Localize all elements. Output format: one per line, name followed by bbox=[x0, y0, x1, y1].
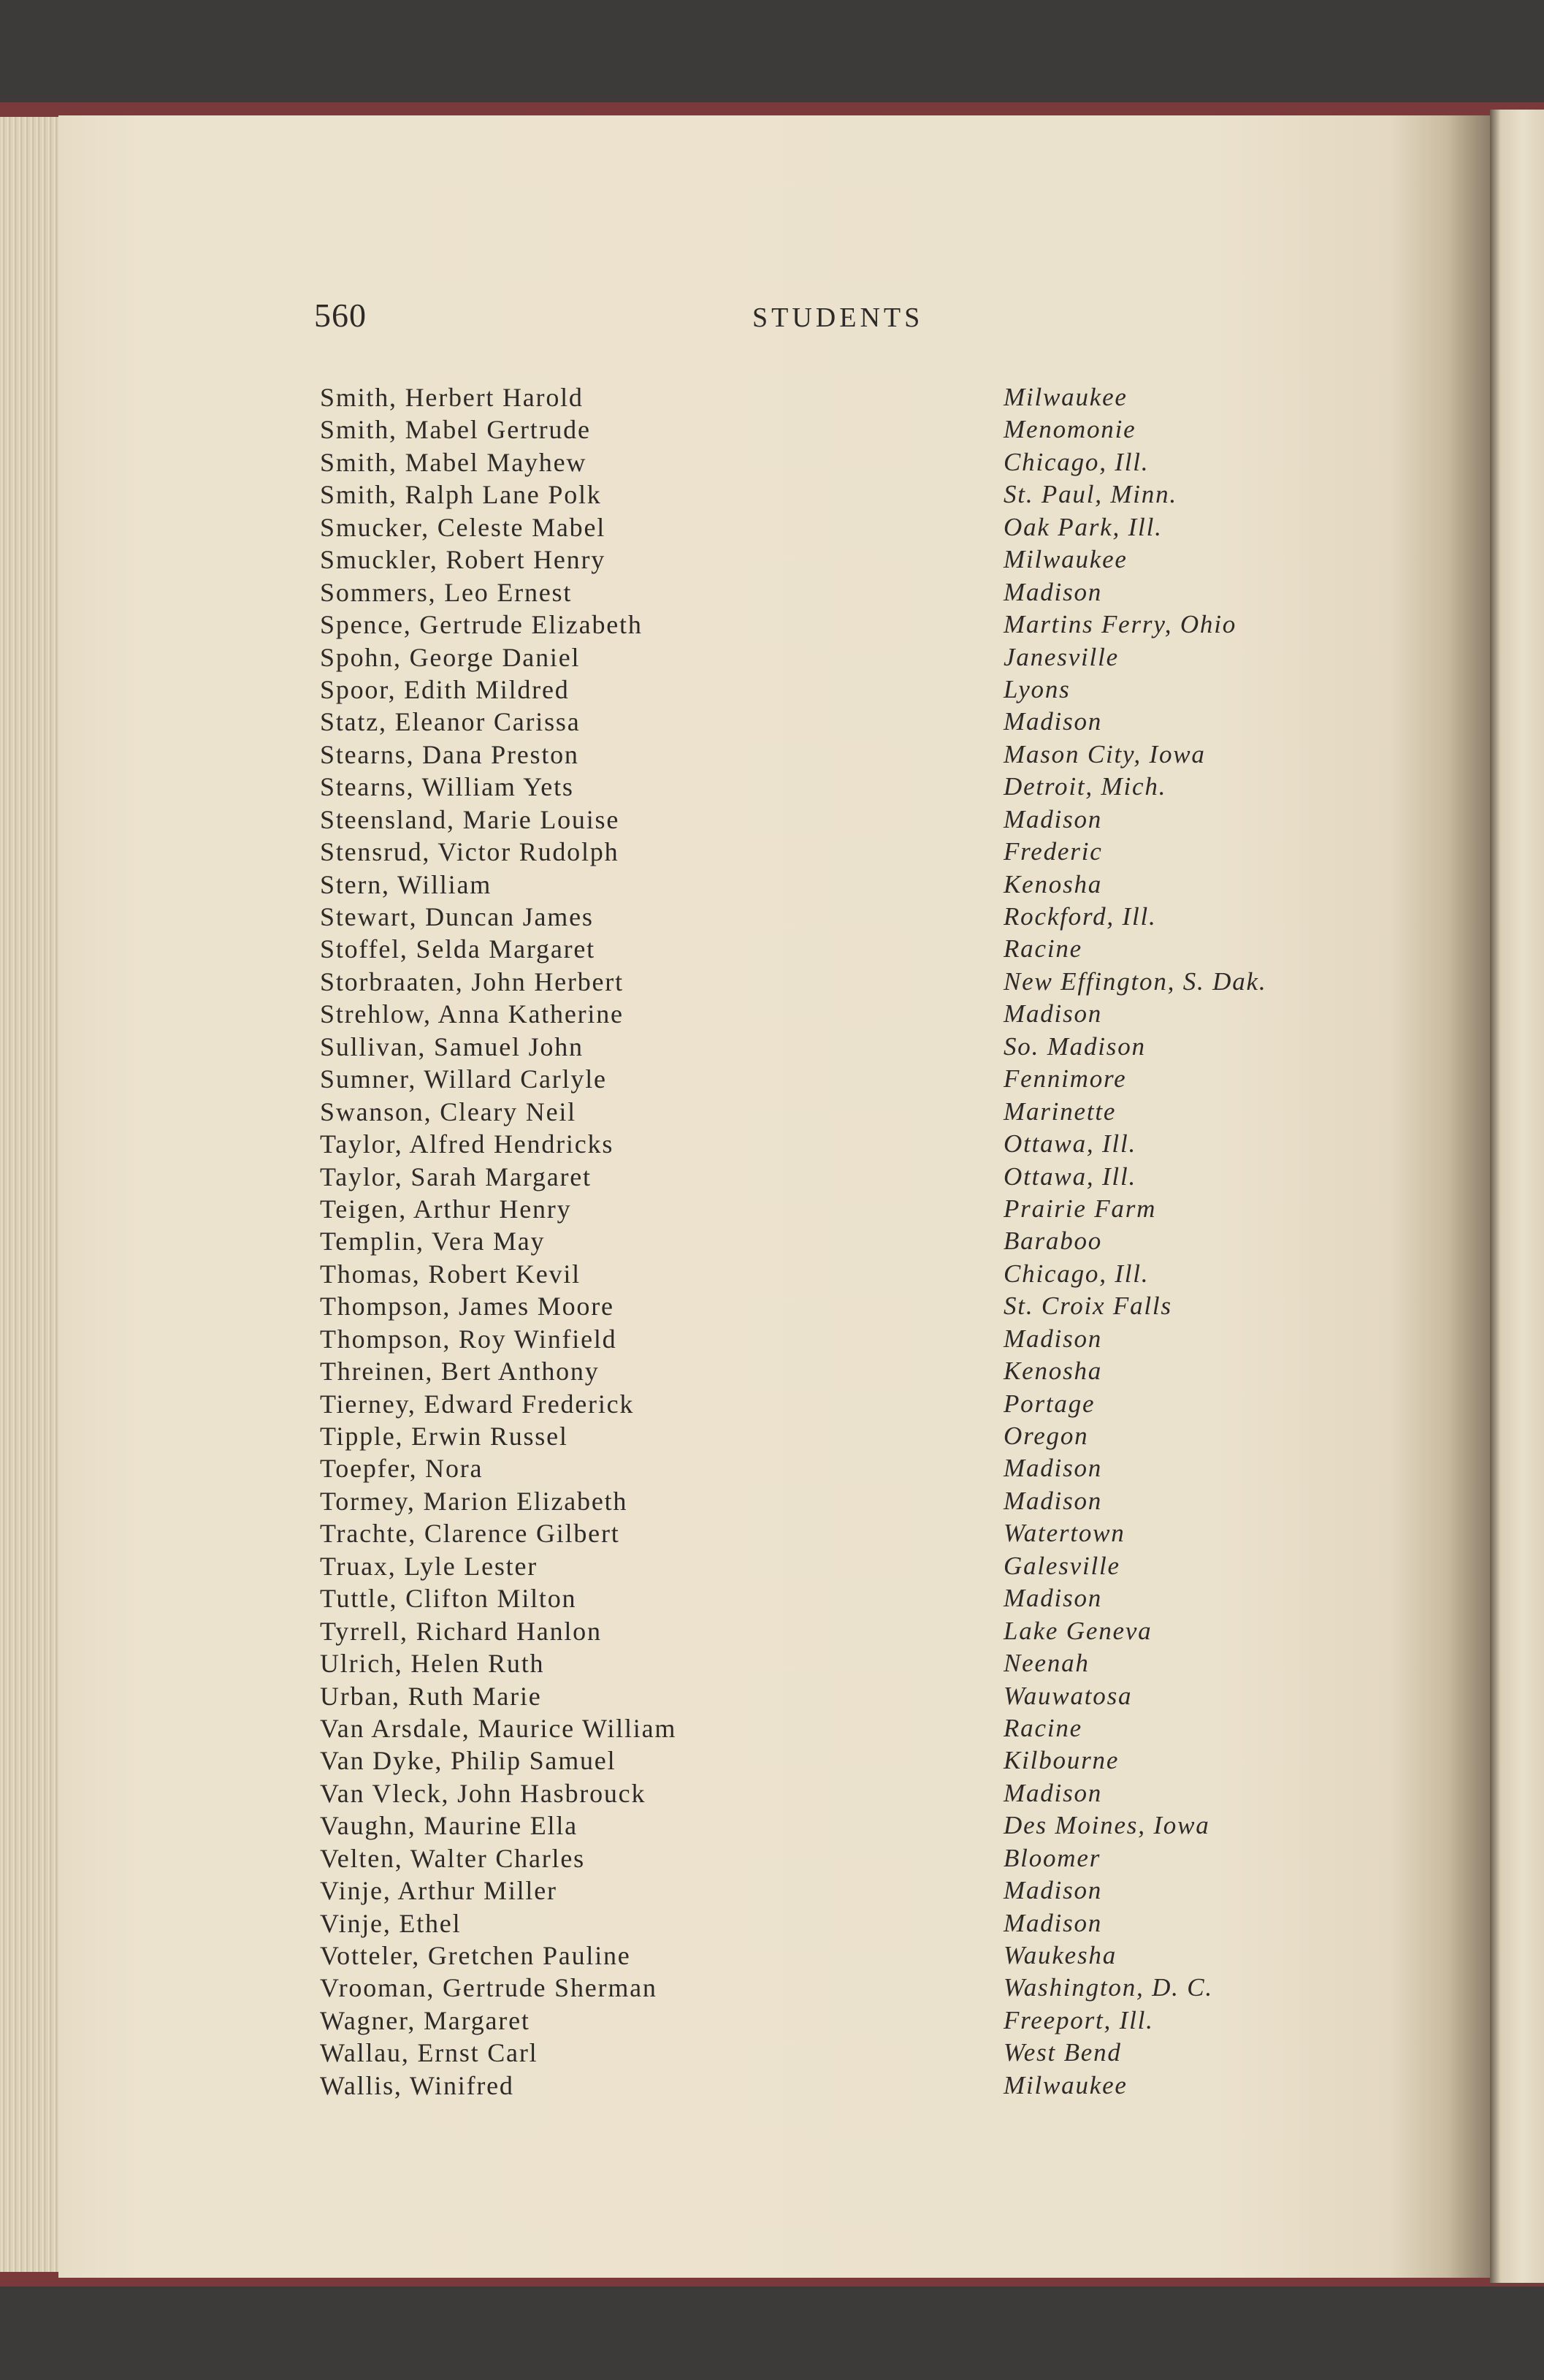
student-hometown: Kenosha bbox=[1004, 1357, 1103, 1386]
student-entry bbox=[320, 1712, 1357, 1744]
student-entry bbox=[320, 998, 1357, 1030]
student-hometown: Neenah bbox=[1004, 1649, 1090, 1678]
student-entry bbox=[320, 478, 1357, 511]
student-hometown: Detroit, Mich. bbox=[1004, 772, 1167, 801]
student-hometown: St. Paul, Minn. bbox=[1004, 480, 1177, 509]
student-entry bbox=[320, 1647, 1357, 1679]
student-entry bbox=[320, 1290, 1357, 1322]
student-hometown: Washington, D. C. bbox=[1004, 1973, 1213, 2002]
student-name: Wagner, Margaret bbox=[320, 2005, 530, 2035]
student-name: Vinje, Arthur Miller bbox=[320, 1876, 557, 1906]
student-entry bbox=[320, 706, 1357, 738]
student-name: Wallis, Winifred bbox=[320, 2070, 514, 2100]
student-name: Vaughn, Maurine Ella bbox=[320, 1811, 578, 1841]
student-entry bbox=[320, 1420, 1357, 1452]
student-entry bbox=[320, 933, 1357, 965]
student-name: Threinen, Bert Anthony bbox=[320, 1357, 600, 1387]
student-entry bbox=[320, 1485, 1357, 1517]
student-entry bbox=[320, 1161, 1357, 1193]
student-hometown: Madison bbox=[1004, 1486, 1103, 1515]
student-hometown: New Effington, S. Dak. bbox=[1004, 966, 1267, 996]
student-hometown: Kilbourne bbox=[1004, 1746, 1120, 1775]
student-hometown: Racine bbox=[1004, 1713, 1082, 1742]
student-name: Stensrud, Victor Rudolph bbox=[320, 837, 619, 867]
facing-page-edge bbox=[1490, 110, 1544, 2283]
student-entry bbox=[320, 1809, 1357, 1842]
student-hometown: Madison bbox=[1004, 707, 1103, 736]
student-name: Urban, Ruth Marie bbox=[320, 1681, 542, 1711]
student-hometown: Ottawa, Ill. bbox=[1004, 1162, 1137, 1191]
running-head: STUDENTS bbox=[752, 302, 924, 333]
student-name: Thompson, Roy Winfield bbox=[320, 1324, 617, 1354]
student-name: Stoffel, Selda Margaret bbox=[320, 934, 595, 964]
student-entry bbox=[320, 1874, 1357, 1907]
student-hometown: Des Moines, Iowa bbox=[1004, 1811, 1210, 1840]
student-hometown: Madison bbox=[1004, 1454, 1103, 1483]
student-hometown: Chicago, Ill. bbox=[1004, 1259, 1150, 1288]
student-hometown: Madison bbox=[1004, 1778, 1103, 1807]
student-name: Van Arsdale, Maurice William bbox=[320, 1713, 677, 1743]
student-hometown: Portage bbox=[1004, 1389, 1096, 1418]
student-name: Votteler, Gretchen Pauline bbox=[320, 1941, 631, 1970]
student-entry bbox=[320, 413, 1357, 446]
student-hometown: Racine bbox=[1004, 934, 1082, 964]
student-name: Strehlow, Anna Katherine bbox=[320, 999, 624, 1029]
student-hometown: So. Madison bbox=[1004, 1031, 1146, 1061]
student-name: Spoor, Edith Mildred bbox=[320, 674, 570, 704]
student-hometown: West Bend bbox=[1004, 2038, 1122, 2067]
student-name: Storbraaten, John Herbert bbox=[320, 966, 624, 996]
student-name: Smith, Mabel Gertrude bbox=[320, 415, 591, 445]
student-name: Sommers, Leo Ernest bbox=[320, 577, 573, 607]
student-entry bbox=[320, 1940, 1357, 1972]
student-name: Van Dyke, Philip Samuel bbox=[320, 1746, 616, 1776]
student-entry bbox=[320, 1258, 1357, 1290]
student-hometown: Menomonie bbox=[1004, 415, 1136, 444]
student-entry bbox=[320, 2070, 1357, 2102]
student-hometown: Rockford, Ill. bbox=[1004, 902, 1157, 931]
student-entry bbox=[320, 381, 1357, 413]
student-hometown: Milwaukee bbox=[1004, 383, 1128, 411]
student-name: Trachte, Clarence Gilbert bbox=[320, 1519, 620, 1549]
student-name: Wallau, Ernst Carl bbox=[320, 2038, 538, 2068]
student-name: Smucker, Celeste Mabel bbox=[320, 512, 606, 542]
student-name: Stearns, Dana Preston bbox=[320, 739, 579, 769]
student-hometown: Galesville bbox=[1004, 1551, 1120, 1580]
student-entry bbox=[320, 1225, 1357, 1257]
student-name: Stern, William bbox=[320, 869, 492, 899]
student-name: Smith, Herbert Harold bbox=[320, 383, 584, 412]
student-entry bbox=[320, 1355, 1357, 1387]
student-name: Smuckler, Robert Henry bbox=[320, 545, 606, 575]
student-name: Taylor, Alfred Hendricks bbox=[320, 1129, 614, 1159]
student-hometown: Prairie Farm bbox=[1004, 1194, 1157, 1223]
student-entry bbox=[320, 1842, 1357, 1874]
student-hometown: Madison bbox=[1004, 1584, 1103, 1613]
student-hometown: Chicago, Ill. bbox=[1004, 447, 1150, 476]
student-name: Tormey, Marion Elizabeth bbox=[320, 1486, 628, 1516]
student-entry bbox=[320, 1517, 1357, 1549]
student-hometown: Madison bbox=[1004, 577, 1103, 606]
student-hometown: Lake Geneva bbox=[1004, 1616, 1153, 1645]
student-entry bbox=[320, 609, 1357, 641]
student-entry bbox=[320, 771, 1357, 803]
student-entry bbox=[320, 543, 1357, 576]
student-entry bbox=[320, 1193, 1357, 1225]
student-entry bbox=[320, 901, 1357, 933]
student-hometown: Ottawa, Ill. bbox=[1004, 1129, 1137, 1159]
student-hometown: Martins Ferry, Ohio bbox=[1004, 610, 1237, 639]
student-entry bbox=[320, 1744, 1357, 1777]
student-name: Van Vleck, John Hasbrouck bbox=[320, 1778, 646, 1808]
student-hometown: Milwaukee bbox=[1004, 545, 1128, 574]
student-entry bbox=[320, 1323, 1357, 1355]
student-entry bbox=[320, 2037, 1357, 2069]
student-entry bbox=[320, 739, 1357, 771]
student-name: Vinje, Ethel bbox=[320, 1908, 462, 1938]
student-name: Tyrrell, Richard Hanlon bbox=[320, 1616, 602, 1646]
student-list bbox=[320, 381, 1357, 2102]
student-hometown: Madison bbox=[1004, 804, 1103, 834]
student-hometown: Milwaukee bbox=[1004, 2070, 1128, 2099]
student-entry bbox=[320, 836, 1357, 868]
student-hometown: Watertown bbox=[1004, 1519, 1125, 1548]
student-name: Smith, Ralph Lane Polk bbox=[320, 480, 602, 510]
student-entry bbox=[320, 1128, 1357, 1160]
student-name: Tipple, Erwin Russel bbox=[320, 1422, 568, 1451]
student-name: Templin, Vera May bbox=[320, 1227, 546, 1256]
student-hometown: Madison bbox=[1004, 1324, 1103, 1353]
student-entry bbox=[320, 1972, 1357, 2004]
student-name: Spohn, George Daniel bbox=[320, 642, 581, 672]
student-name: Sumner, Willard Carlyle bbox=[320, 1064, 607, 1094]
student-entry bbox=[320, 2005, 1357, 2037]
student-entry bbox=[320, 966, 1357, 998]
student-entry bbox=[320, 1550, 1357, 1582]
student-entry bbox=[320, 804, 1357, 836]
student-entry bbox=[320, 1063, 1357, 1095]
student-hometown: Lyons bbox=[1004, 674, 1071, 703]
student-name: Toepfer, Nora bbox=[320, 1454, 484, 1484]
page-header bbox=[314, 296, 971, 340]
student-name: Teigen, Arthur Henry bbox=[320, 1194, 572, 1224]
student-entry bbox=[320, 1680, 1357, 1712]
student-entry bbox=[320, 1777, 1357, 1809]
student-entry bbox=[320, 1615, 1357, 1647]
student-entry bbox=[320, 1907, 1357, 1940]
student-hometown: Kenosha bbox=[1004, 869, 1103, 899]
student-hometown: Madison bbox=[1004, 1876, 1103, 1905]
student-hometown: Frederic bbox=[1004, 837, 1103, 866]
student-name: Vrooman, Gertrude Sherman bbox=[320, 1973, 657, 2003]
student-entry bbox=[320, 1582, 1357, 1614]
student-name: Truax, Lyle Lester bbox=[320, 1551, 538, 1581]
student-name: Sullivan, Samuel John bbox=[320, 1031, 584, 1061]
student-hometown: Oak Park, Ill. bbox=[1004, 512, 1163, 541]
student-name: Thomas, Robert Kevil bbox=[320, 1259, 581, 1289]
student-name: Ulrich, Helen Ruth bbox=[320, 1649, 545, 1679]
student-entry bbox=[320, 1096, 1357, 1128]
student-hometown: Fennimore bbox=[1004, 1064, 1127, 1094]
student-hometown: Waukesha bbox=[1004, 1941, 1117, 1969]
student-hometown: Bloomer bbox=[1004, 1843, 1101, 1872]
student-name: Smith, Mabel Mayhew bbox=[320, 447, 587, 477]
student-entry bbox=[320, 1031, 1357, 1063]
student-entry bbox=[320, 511, 1357, 543]
student-hometown: Janesville bbox=[1004, 642, 1119, 671]
student-entry bbox=[320, 446, 1357, 478]
student-hometown: Madison bbox=[1004, 1908, 1103, 1937]
student-hometown: Baraboo bbox=[1004, 1227, 1103, 1256]
student-hometown: Wauwatosa bbox=[1004, 1681, 1133, 1710]
page-number: 560 bbox=[314, 297, 367, 334]
student-name: Thompson, James Moore bbox=[320, 1292, 614, 1321]
student-name: Stearns, William Yets bbox=[320, 772, 574, 802]
student-name: Steensland, Marie Louise bbox=[320, 804, 620, 834]
student-hometown: Marinette bbox=[1004, 1096, 1117, 1126]
student-name: Velten, Walter Charles bbox=[320, 1843, 585, 1873]
student-entry bbox=[320, 869, 1357, 901]
student-hometown: Madison bbox=[1004, 999, 1103, 1029]
student-name: Stewart, Duncan James bbox=[320, 902, 594, 931]
student-hometown: Oregon bbox=[1004, 1422, 1089, 1450]
student-name: Spence, Gertrude Elizabeth bbox=[320, 610, 643, 640]
student-name: Statz, Eleanor Carissa bbox=[320, 707, 581, 737]
student-name: Swanson, Cleary Neil bbox=[320, 1096, 576, 1126]
student-hometown: St. Croix Falls bbox=[1004, 1292, 1172, 1321]
student-entry bbox=[320, 576, 1357, 609]
student-entry bbox=[320, 641, 1357, 674]
student-entry bbox=[320, 1388, 1357, 1420]
student-name: Tierney, Edward Frederick bbox=[320, 1389, 635, 1419]
student-entry bbox=[320, 1452, 1357, 1484]
student-entry bbox=[320, 674, 1357, 706]
student-name: Tuttle, Clifton Milton bbox=[320, 1584, 577, 1614]
student-name: Taylor, Sarah Margaret bbox=[320, 1162, 592, 1191]
student-hometown: Freeport, Ill. bbox=[1004, 2005, 1154, 2034]
student-hometown: Mason City, Iowa bbox=[1004, 739, 1206, 768]
